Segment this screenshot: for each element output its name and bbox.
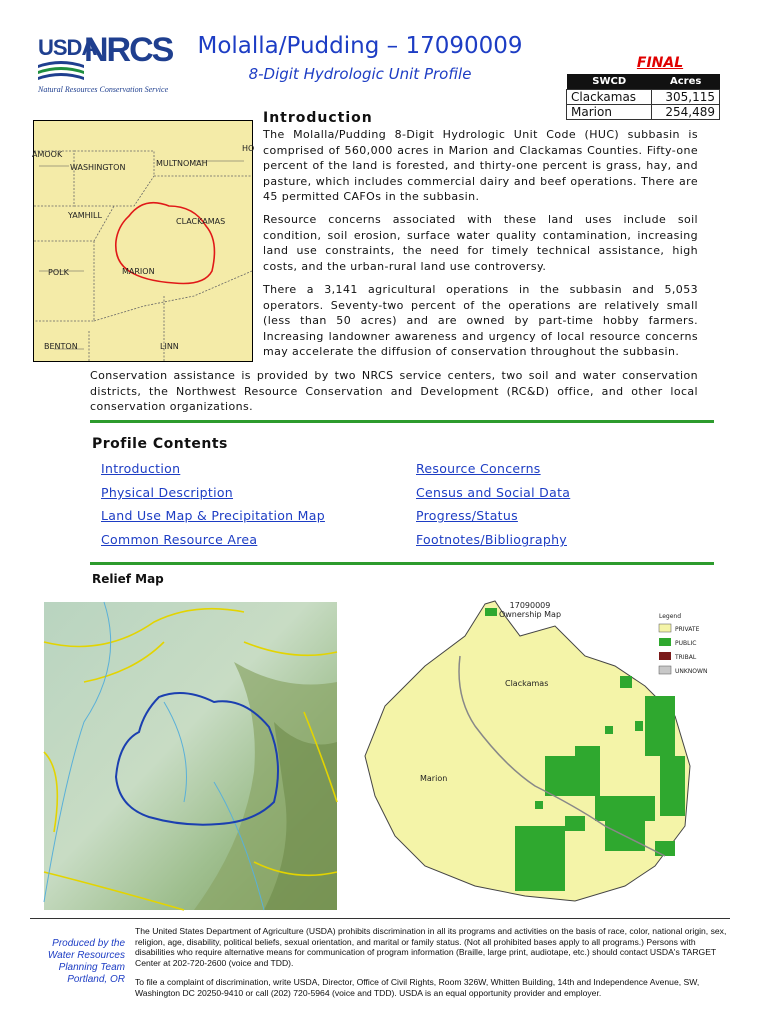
legend-label: PRIVATE [675, 626, 700, 633]
logo-usda: USDA [38, 35, 97, 60]
logo-nrcs: NRCS [84, 31, 173, 69]
table-row [567, 90, 720, 105]
map-label: WASHINGTON [70, 163, 126, 172]
map-label: AMOOK [32, 150, 63, 159]
map-label: Marion [420, 774, 448, 783]
usda-nrcs-logo [38, 31, 173, 97]
table-row [567, 105, 720, 120]
intro-paragraph: Conservation assistance is provided by two NRCS service centers, two soil and water conservation districts, the Northwest Resource Conservation and Development (RC&D) office, and other local conservation organizations. [90, 369, 698, 413]
divider [30, 918, 730, 919]
produced-line: Portland, OR [67, 974, 125, 985]
link-introduction[interactable]: Introduction [101, 461, 181, 476]
legend-swatch [659, 638, 671, 646]
produced-line: Planning Team [58, 962, 125, 973]
logo-field-icon [38, 59, 84, 83]
link-land-use-map[interactable]: Land Use Map & Precipitation Map [101, 508, 325, 523]
produced-by [30, 938, 125, 986]
ownership-title: 17090009 [509, 601, 551, 610]
swcd-acres: 305,115 [652, 90, 720, 105]
legend [659, 624, 707, 675]
link-footnotes-bibliography[interactable]: Footnotes/Bibliography [416, 532, 567, 547]
status-final: FINAL [636, 55, 684, 71]
page-title: Molalla/Pudding – 17090009 [197, 33, 523, 59]
map-label: HO [242, 144, 255, 153]
legend-swatch [659, 666, 671, 674]
map-label: POLK [48, 268, 69, 277]
map-label: Clackamas [505, 679, 549, 688]
link-progress-status[interactable]: Progress/Status [416, 508, 518, 523]
link-resource-concerns[interactable]: Resource Concerns [416, 461, 541, 476]
swcd-header: SWCD [567, 74, 652, 90]
intro-heading: Introduction [263, 110, 373, 126]
link-common-resource-area[interactable]: Common Resource Area [101, 532, 258, 547]
legend-label: UNKNOWN [675, 668, 708, 675]
ownership-subtitle: Ownership Map [498, 610, 562, 619]
intro-paragraph: There a 3,141 agricultural operations in the subbasin and 5,053 operators. Seventy-two percent of the operations are relatively small (less than 50 acres) and are owned by part-time hobby farmers. Increasing landowner awareness and urgency of local resource concerns may accelerate the diffusion of conservation throughout the subbasin. [263, 283, 698, 358]
legend-swatch [659, 624, 671, 632]
complaint-statement: To file a complaint of discrimination, write USDA, Director, Office of Civil Rights, Room 326W, Whitten Building, 14th and Independence Avenue, SW, Washington DC 20250-9410 or call (202) 720-5964 (voice and TDD). USDA is an equal opportunity provider and employer. [135, 977, 700, 998]
map-label: LINN [160, 342, 179, 351]
county-map [33, 120, 253, 362]
nondiscrimination-statement: The United States Department of Agriculture (USDA) prohibits discrimination in all its programs and activities on the basis of race, color, national origin, sex, religion, age, disability, political beliefs, sexual orientation, and marital or family status. (Not all prohibited bases apply to all programs.) Persons with disabilities who require alternative means for communication of program information (Braille, large print, audiotape, etc.) should contact USDA's TARGET Center at 202-720-2600 (voice and TDD). [135, 926, 727, 968]
logo-tagline: Natural Resources Conservation Service [38, 85, 169, 94]
produced-line: Water Resources [47, 950, 125, 961]
relief-map [44, 602, 337, 910]
legend-swatch [659, 652, 671, 660]
map-label: MULTNOMAH [156, 159, 208, 168]
swcd-name: Clackamas [567, 90, 652, 105]
ownership-map [355, 596, 715, 910]
map-label: MARION [122, 267, 155, 276]
map-label: CLACKAMAS [176, 217, 226, 226]
divider [90, 420, 714, 423]
swcd-acres: 254,489 [652, 105, 720, 120]
legend-title: Legend [659, 613, 682, 620]
relief-map-heading: Relief Map [92, 572, 164, 586]
swcd-name: Marion [567, 105, 652, 120]
legend-label: TRIBAL [675, 654, 697, 661]
intro-paragraph: Resource concerns associated with these land uses include soil condition, soil erosion, surface water quality contamination, increasing land use constraints, the need for timely technical assistance, high costs, and the urban-rural land use controversy. [263, 213, 698, 273]
acres-header: Acres [652, 74, 720, 90]
page-subtitle: 8-Digit Hydrologic Unit Profile [248, 65, 472, 83]
produced-line: Produced by the [52, 938, 125, 949]
link-physical-description[interactable]: Physical Description [101, 485, 234, 500]
map-label: YAMHILL [68, 211, 102, 220]
divider [90, 562, 714, 565]
contents-heading: Profile Contents [92, 436, 228, 452]
swcd-table [566, 74, 720, 120]
map-label: BENTON [44, 342, 78, 351]
legend-label: PUBLIC [675, 640, 697, 647]
link-census-social-data[interactable]: Census and Social Data [416, 485, 571, 500]
intro-paragraph: The Molalla/Pudding 8-Digit Hydrologic Unit Code (HUC) subbasin is comprised of 560,000 acres in Marion and Clackamas Counties. Fifty-one percent of the land is forested, and thirty-one percent is grass, hay, and pasture, which includes commercial dairy and beef operations. There are 45 permitted CAFOs in the subbasin. [263, 128, 698, 203]
